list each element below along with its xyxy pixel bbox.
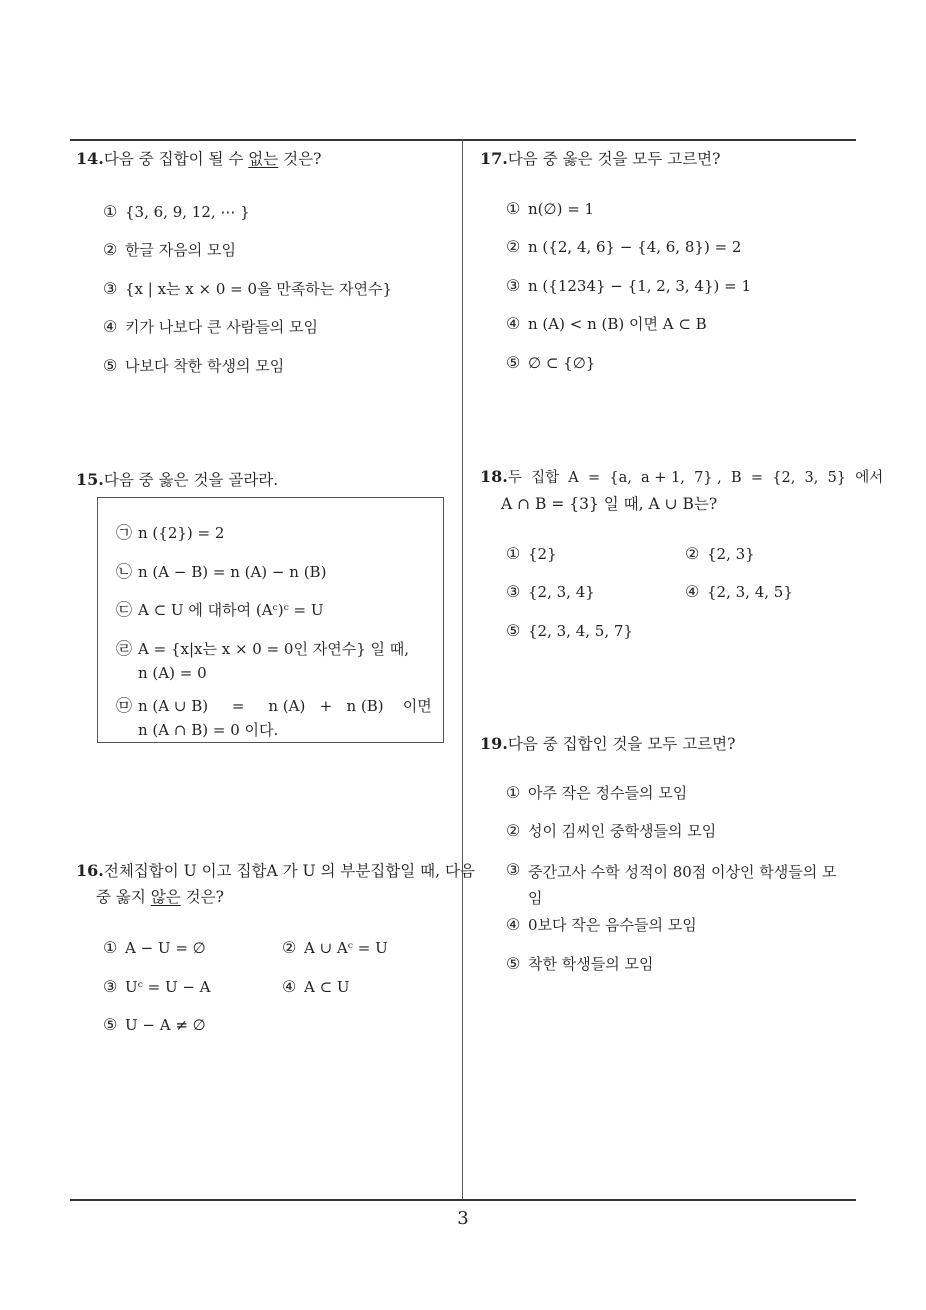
statement-line: A = {x|x는 x × 0 = 0인 자연수} 일 때,	[138, 640, 410, 658]
question-stem	[104, 150, 322, 168]
option-marker: ⑤	[506, 954, 521, 973]
option-text: 키가 나보다 큰 사람들의 모임	[125, 318, 318, 336]
option-marker: ③	[506, 276, 521, 295]
bottom-rule	[70, 1199, 856, 1201]
option-marker: ①	[103, 938, 118, 957]
option-marker: ②	[685, 544, 700, 563]
statement-marker: ㉤	[116, 696, 133, 715]
statement-marker: ㉣	[116, 639, 133, 658]
option-marker: ④	[506, 915, 521, 934]
option-text: ∅ ⊂ {∅}	[528, 354, 596, 372]
q14-option-3[interactable]	[103, 278, 392, 300]
q15-statement-3	[116, 598, 324, 622]
option-text: {2, 3, 4, 5, 7}	[528, 622, 633, 640]
option-text: A − U = ∅	[125, 939, 206, 957]
question-stem: 다음 중 옳은 것을 모두 고르면?	[507, 150, 721, 168]
question-18	[480, 464, 884, 517]
q18-option-3[interactable]	[506, 581, 595, 603]
option-marker: ①	[506, 783, 521, 802]
statement-text: n ({2}) = 2	[138, 524, 225, 542]
question-14	[76, 146, 321, 172]
stem-underlined: 않은	[150, 888, 181, 906]
option-text: 착한 학생들의 모임	[528, 955, 654, 973]
option-text: n ({2, 4, 6} − {4, 6, 8}) = 2	[528, 238, 742, 256]
q17-option-5[interactable]	[506, 352, 595, 374]
q17-option-3[interactable]	[506, 275, 751, 297]
q16-option-5[interactable]	[103, 1014, 206, 1036]
question-number: 16.	[76, 861, 104, 880]
q14-option-2[interactable]	[103, 239, 236, 261]
q16-option-1[interactable]	[103, 937, 206, 959]
statement-marker: ㉠	[116, 523, 133, 542]
option-marker: ②	[506, 821, 521, 840]
q18-option-2[interactable]	[685, 543, 755, 565]
option-text: {x | x는 x × 0 = 0을 만족하는 자연수}	[125, 280, 393, 298]
q17-option-2[interactable]	[506, 236, 741, 258]
question-stem-line2	[76, 884, 456, 910]
question-number: 19.	[480, 734, 508, 753]
q19-option-1[interactable]	[506, 782, 687, 804]
option-text: n (A) < n (B) 이면 A ⊂ B	[528, 315, 707, 333]
q15-statement-5	[116, 694, 432, 742]
question-16	[76, 858, 475, 910]
q19-option-2[interactable]	[506, 820, 716, 842]
column-divider	[462, 139, 463, 1201]
statement-line: n (A ∪ B) = n (A) + n (B) 이면	[138, 697, 432, 715]
question-number: 14.	[76, 149, 104, 168]
option-text: {2, 3, 4}	[528, 583, 595, 601]
question-15	[76, 467, 278, 493]
question-stem-line2: A ∩ B = {3} 일 때, A ∪ B는?	[501, 495, 718, 513]
question-stem: 다음 중 옳은 것을 골라라.	[103, 471, 279, 489]
option-text: {2, 3, 4, 5}	[707, 583, 793, 601]
option-marker: ④	[685, 582, 700, 601]
statement-marker: ㉢	[116, 600, 133, 619]
q19-option-3[interactable]	[506, 859, 837, 911]
option-text: A ∪ Aᶜ = U	[304, 939, 388, 957]
option-text: {3, 6, 9, 12, ⋯ }	[125, 203, 250, 221]
option-text: 아주 작은 정수들의 모임	[528, 784, 688, 802]
top-rule	[70, 139, 856, 141]
option-marker: ③	[103, 279, 118, 298]
option-text-line: 중간고사 수학 성적이 80점 이상인 학생들의 모	[528, 863, 837, 881]
option-marker: ②	[506, 237, 521, 256]
option-text: Uᶜ = U − A	[125, 978, 211, 996]
option-marker: ⑤	[506, 353, 521, 372]
option-text: {2}	[528, 545, 557, 563]
option-marker: ①	[506, 544, 521, 563]
option-text-line: 임	[528, 889, 543, 907]
option-text: n ({1234} − {1, 2, 3, 4}) = 1	[528, 277, 752, 295]
stem-text: 것은?	[278, 150, 322, 168]
statement-text: A ⊂ U 에 대하여 (Aᶜ)ᶜ = U	[138, 601, 324, 619]
option-marker: ④	[506, 314, 521, 333]
option-marker: ⑤	[103, 356, 118, 375]
statement-text: n (A − B) = n (A) − n (B)	[138, 563, 327, 581]
stem-text: 중 옳지	[96, 888, 151, 906]
option-text: 0보다 작은 음수들의 모임	[528, 916, 697, 934]
q18-option-1[interactable]	[506, 543, 557, 565]
statement-line: n (A) = 0	[138, 664, 207, 682]
question-number: 17.	[480, 149, 508, 168]
option-marker: ⑤	[103, 1015, 118, 1034]
option-marker: ④	[282, 977, 297, 996]
q19-option-4[interactable]	[506, 914, 697, 936]
stem-text: 다음 중 집합이 될 수	[103, 150, 249, 168]
option-marker: ②	[103, 240, 118, 259]
q18-option-5[interactable]	[506, 620, 633, 642]
option-text: n(∅) = 1	[528, 200, 595, 218]
question-stem: 전체집합이 U 이고 집합A 가 U 의 부분집합일 때, 다음	[103, 862, 475, 880]
question-number: 15.	[76, 470, 104, 489]
q14-option-4[interactable]	[103, 316, 318, 338]
q15-statement-4	[116, 637, 420, 685]
q16-option-4[interactable]	[282, 976, 350, 998]
option-marker: ③	[506, 860, 521, 879]
statement-line: n (A ∩ B) = 0 이다.	[138, 721, 279, 739]
q15-statement-1	[116, 521, 224, 545]
option-marker: ⑤	[506, 621, 521, 640]
q19-option-5[interactable]	[506, 953, 653, 975]
stem-underlined: 없는	[248, 150, 279, 168]
option-marker: ②	[282, 938, 297, 957]
page-number: 3	[457, 1208, 469, 1229]
question-number: 18.	[480, 467, 508, 486]
q17-option-1[interactable]	[506, 198, 594, 220]
q17-option-4[interactable]	[506, 313, 707, 335]
option-text: {2, 3}	[707, 545, 755, 563]
question-stem: 다음 중 집합인 것을 모두 고르면?	[507, 735, 736, 753]
option-marker: ①	[103, 202, 118, 221]
stem-text: 것은?	[180, 888, 224, 906]
option-text: 한글 자음의 모임	[125, 241, 236, 259]
q15-statement-2	[116, 560, 326, 584]
option-text: 성이 김씨인 중학생들의 모임	[528, 822, 717, 840]
question-stem: 두 집합 A = {a, a + 1, 7} , B = {2, 3, 5} 에서	[507, 470, 884, 486]
option-marker: ③	[103, 977, 118, 996]
option-text: 나보다 착한 학생의 모임	[125, 357, 285, 375]
option-text: U − A ≠ ∅	[125, 1016, 206, 1034]
option-marker: ④	[103, 317, 118, 336]
q14-option-1[interactable]	[103, 201, 250, 223]
option-marker: ①	[506, 199, 521, 218]
q18-option-4[interactable]	[685, 581, 793, 603]
statement-marker: ㉡	[116, 562, 133, 581]
option-marker: ③	[506, 582, 521, 601]
question-17	[480, 146, 720, 172]
q16-option-3[interactable]	[103, 976, 211, 998]
question-19	[480, 731, 735, 757]
q16-option-2[interactable]	[282, 937, 388, 959]
q14-option-5[interactable]	[103, 355, 284, 377]
option-text: A ⊂ U	[304, 978, 350, 996]
